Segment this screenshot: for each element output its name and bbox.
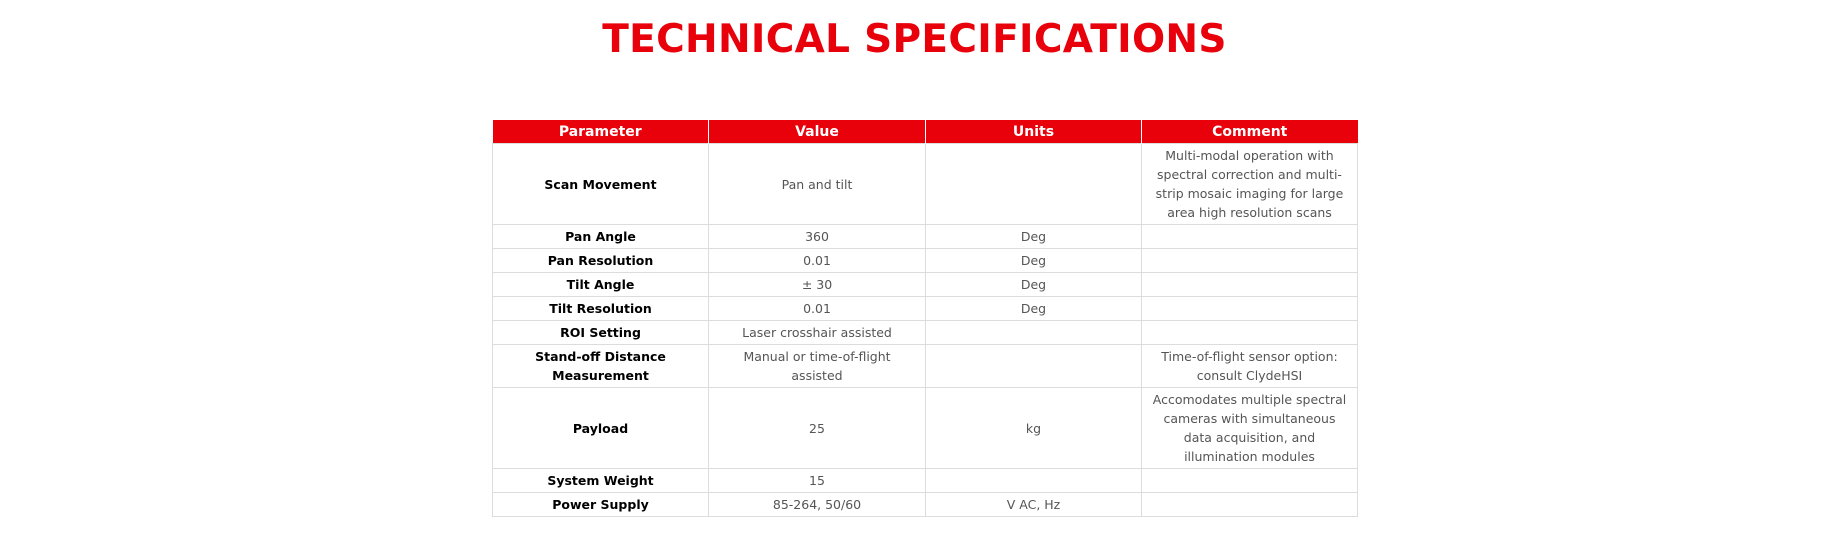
row-comment [1142, 493, 1358, 517]
row-units: Deg [926, 273, 1142, 297]
row-parameter: ROI Setting [493, 321, 709, 345]
row-parameter: Pan Angle [493, 225, 709, 249]
row-parameter: Scan Movement [493, 144, 709, 225]
row-units [926, 144, 1142, 225]
row-value: 85-264, 50/60 [709, 493, 926, 517]
table-row [493, 297, 1358, 321]
header-comment: Comment [1142, 120, 1358, 144]
row-value: ± 30 [709, 273, 926, 297]
table-row [493, 249, 1358, 273]
row-units [926, 345, 1142, 388]
row-units: Deg [926, 225, 1142, 249]
row-comment [1142, 249, 1358, 273]
row-value: 0.01 [709, 249, 926, 273]
row-comment [1142, 321, 1358, 345]
row-parameter: Tilt Angle [493, 273, 709, 297]
table-row [493, 144, 1358, 225]
row-units: Deg [926, 297, 1142, 321]
row-comment: Multi-modal operation with spectral correction and multi-strip mosaic imaging for large area high resolution scans [1142, 144, 1358, 225]
row-units: Deg [926, 249, 1142, 273]
row-value: Pan and tilt [709, 144, 926, 225]
row-parameter: System Weight [493, 469, 709, 493]
row-comment [1142, 469, 1358, 493]
row-units: V AC, Hz [926, 493, 1142, 517]
row-value: 15 [709, 469, 926, 493]
row-units [926, 321, 1142, 345]
row-comment [1142, 225, 1358, 249]
row-value: 25 [709, 388, 926, 469]
header-parameter: Parameter [493, 120, 709, 144]
row-comment [1142, 273, 1358, 297]
row-comment: Accomodates multiple spectral cameras with simultaneous data acquisition, and illumination modules [1142, 388, 1358, 469]
header-value: Value [709, 120, 926, 144]
table-row [493, 321, 1358, 345]
row-units: kg [926, 388, 1142, 469]
table-row [493, 469, 1358, 493]
row-value: 360 [709, 225, 926, 249]
table-row [493, 273, 1358, 297]
table-row [493, 493, 1358, 517]
row-parameter: Payload [493, 388, 709, 469]
row-comment [1142, 297, 1358, 321]
table-row [493, 345, 1358, 388]
row-parameter: Pan Resolution [493, 249, 709, 273]
page-title: TECHNICAL SPECIFICATIONS [602, 17, 1227, 62]
row-parameter: Tilt Resolution [493, 297, 709, 321]
row-comment: Time-of-flight sensor option: consult ClydeHSI [1142, 345, 1358, 388]
row-parameter: Stand-off Distance Measurement [493, 345, 709, 388]
table-row [493, 388, 1358, 469]
specifications-table [492, 120, 1358, 517]
row-units [926, 469, 1142, 493]
row-value: Laser crosshair assisted [709, 321, 926, 345]
table-header-row [493, 120, 1358, 144]
row-parameter: Power Supply [493, 493, 709, 517]
table-row [493, 225, 1358, 249]
row-value: Manual or time-of-flight assisted [709, 345, 926, 388]
row-value: 0.01 [709, 297, 926, 321]
header-units: Units [926, 120, 1142, 144]
